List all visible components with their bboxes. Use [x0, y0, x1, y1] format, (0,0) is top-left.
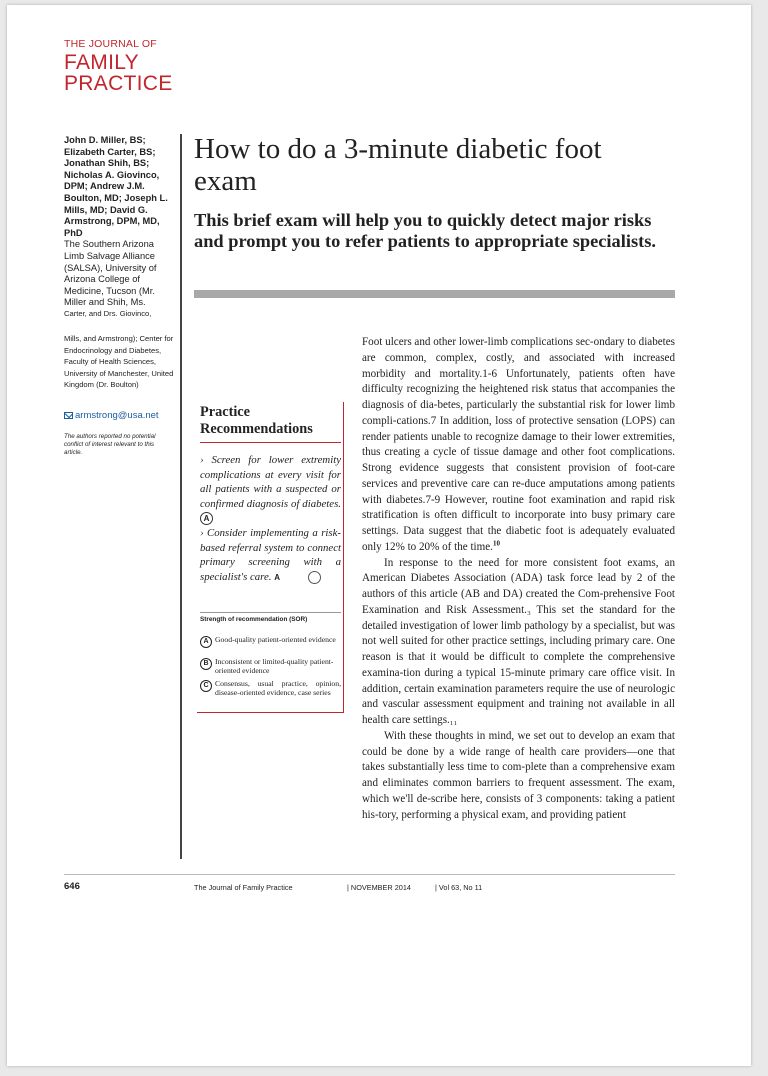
author-names: John D. Miller, BS; Elizabeth Carter, BS; Jonathan Shih, BS; Nicholas A. Giovinco, DPM; Andrew J.M. Boulton, MD; Joseph L. Mills, MD; David G. Armstrong, DPM, MD, PhD [64, 135, 168, 238]
article-subtitle: This brief exam will help you to quickly detect major risks and prompt you to refer patients to appropriate specialists. [194, 210, 656, 251]
body-paragraph-1 [362, 335, 675, 556]
practice-recommendations-box [197, 402, 344, 713]
sor-letter-a: A [200, 636, 212, 648]
practice-recommendations-heading: Practice Recommendations [200, 404, 313, 437]
recommendation-2-grade: A [274, 572, 280, 582]
sor-letter-c: C [200, 680, 212, 692]
sor-text-b: Inconsistent or limited-quality patient-oriented evidence [215, 657, 334, 675]
sor-divider [200, 612, 341, 613]
footer-journal-name: The Journal of Family Practice [194, 883, 293, 892]
sor-item-a [200, 636, 341, 648]
sor-label: Strength of recommendation (SOR) [200, 616, 308, 623]
affiliation-1-continued: Carter, and Drs. Giovinco, [64, 308, 152, 318]
sor-item-b [200, 658, 341, 675]
footer-rule [64, 874, 675, 875]
affiliation-1: The Southern Arizona Limb Salvage Alliance (SALSA), University of Arizona College of Medicine, Tucson (Mr. Miller and Shih, Ms. [64, 239, 157, 308]
logo-practice: PRACTICE [64, 72, 173, 95]
article-title: How to do a 3-minute diabetic foot exam [194, 133, 602, 197]
affiliation-2: Mills, and Armstrong); Center for Endocrinology and Diabetes, Faculty of Health Sciences, University of Manchester, United Kingdom (Dr. Boulton) [64, 334, 174, 390]
journal-page [7, 5, 751, 1066]
logo-the: THE JOURNAL OF [64, 38, 157, 50]
sor-text-a: Good-quality patient-oriented evidence [215, 635, 336, 644]
sor-item-c [200, 680, 341, 697]
recommendation-1 [200, 453, 341, 526]
page-footer [7, 882, 751, 896]
page-number: 646 [64, 881, 80, 892]
heading-underline [200, 442, 341, 443]
article-body [362, 335, 675, 823]
footer-volume: | Vol 63, No 11 [435, 883, 483, 892]
body-paragraph-2: In response to the need for more consistent foot exams, an American Diabetes Association (ADA) task force lead by 2 of the authors of this article (AB and DA) created the Com-prehensive Foot Examination and Risk Assessment.₃ This set the standard for the detailed investigation of lower limb pathology by a specialist, but was not well suited for other practice settings, including primary care. One reason is that it would be difficult to complete the comprehensive examina-tion during a typical 15-minute primary care office visit. In addition, certain examination parameters require the use of neurologic and vascular assessment equipment and training not available in all health care settings.₁₁ [362, 556, 675, 726]
sor-letter-b: B [200, 658, 212, 670]
recommendation-2-text: › Consider implementing a risk-based referral system to connect primary screening with a specialist's care. [200, 527, 341, 583]
footer-issue-date: | NOVEMBER 2014 [347, 883, 411, 892]
body-paragraph-1-text: Foot ulcers and other lower-limb complications sec-ondary to diabetes are common, complex, costly, and associated with increased morbidity and mortality.1-6 Unfortunately, patients often have difficulty recognizing the heightened risk status that accompanies the diagnosis of dia-betes, particularly the substantial risk for lower limb compli-cations.7 In addition, loss of protective sensation (LOPS) can render patients unable to recognize damage to their lower extremities, thus creating a cycle of tissue damage and other foot complications. Strong evidence suggests that consistent provision of foot-care services and preventive care can re-duce amputations among patients with diabetes.7-9 However, routine foot examination and rapid risk stratification is often difficult to incorporate into busy primary care settings. Data suggest that the diabetic foot is adequately evaluated only 12% to 20% of the time. [362, 336, 675, 553]
reference-10: 10 [492, 539, 500, 548]
author-block [64, 135, 176, 319]
conflict-statement: The authors reported no potential conflict of interest relevant to this article. [64, 433, 156, 457]
email-address[interactable]: armstrong@usa.net [75, 410, 159, 421]
envelope-icon [64, 412, 73, 419]
circle-icon [308, 571, 321, 584]
recommendation-2 [200, 526, 341, 585]
recommendation-1-text: › Screen for lower extremity complications at every visit for all patients with a suspected or confirmed diagnosis of diabetes. [200, 454, 341, 510]
logo-family: FAMILY [64, 51, 139, 74]
column-divider [180, 134, 182, 859]
recommendation-1-grade: A [200, 512, 213, 525]
sor-text-c: Consensus, usual practice, opinion, disease-oriented evidence, case series [215, 679, 341, 697]
title-divider-bar [194, 290, 675, 298]
author-email[interactable] [64, 410, 159, 421]
journal-logo [64, 35, 173, 94]
body-paragraph-3: With these thoughts in mind, we set out to develop an exam that could be done by a wide range of health care providers—one that takes substantially less time to com-plete than a comprehensive exam and eliminates common barriers to frequent assessment. The exam, which we'll de-scribe here, consists of 3 components: taking a patient his-tory, performing a physical exam, and providing patient [362, 729, 675, 821]
